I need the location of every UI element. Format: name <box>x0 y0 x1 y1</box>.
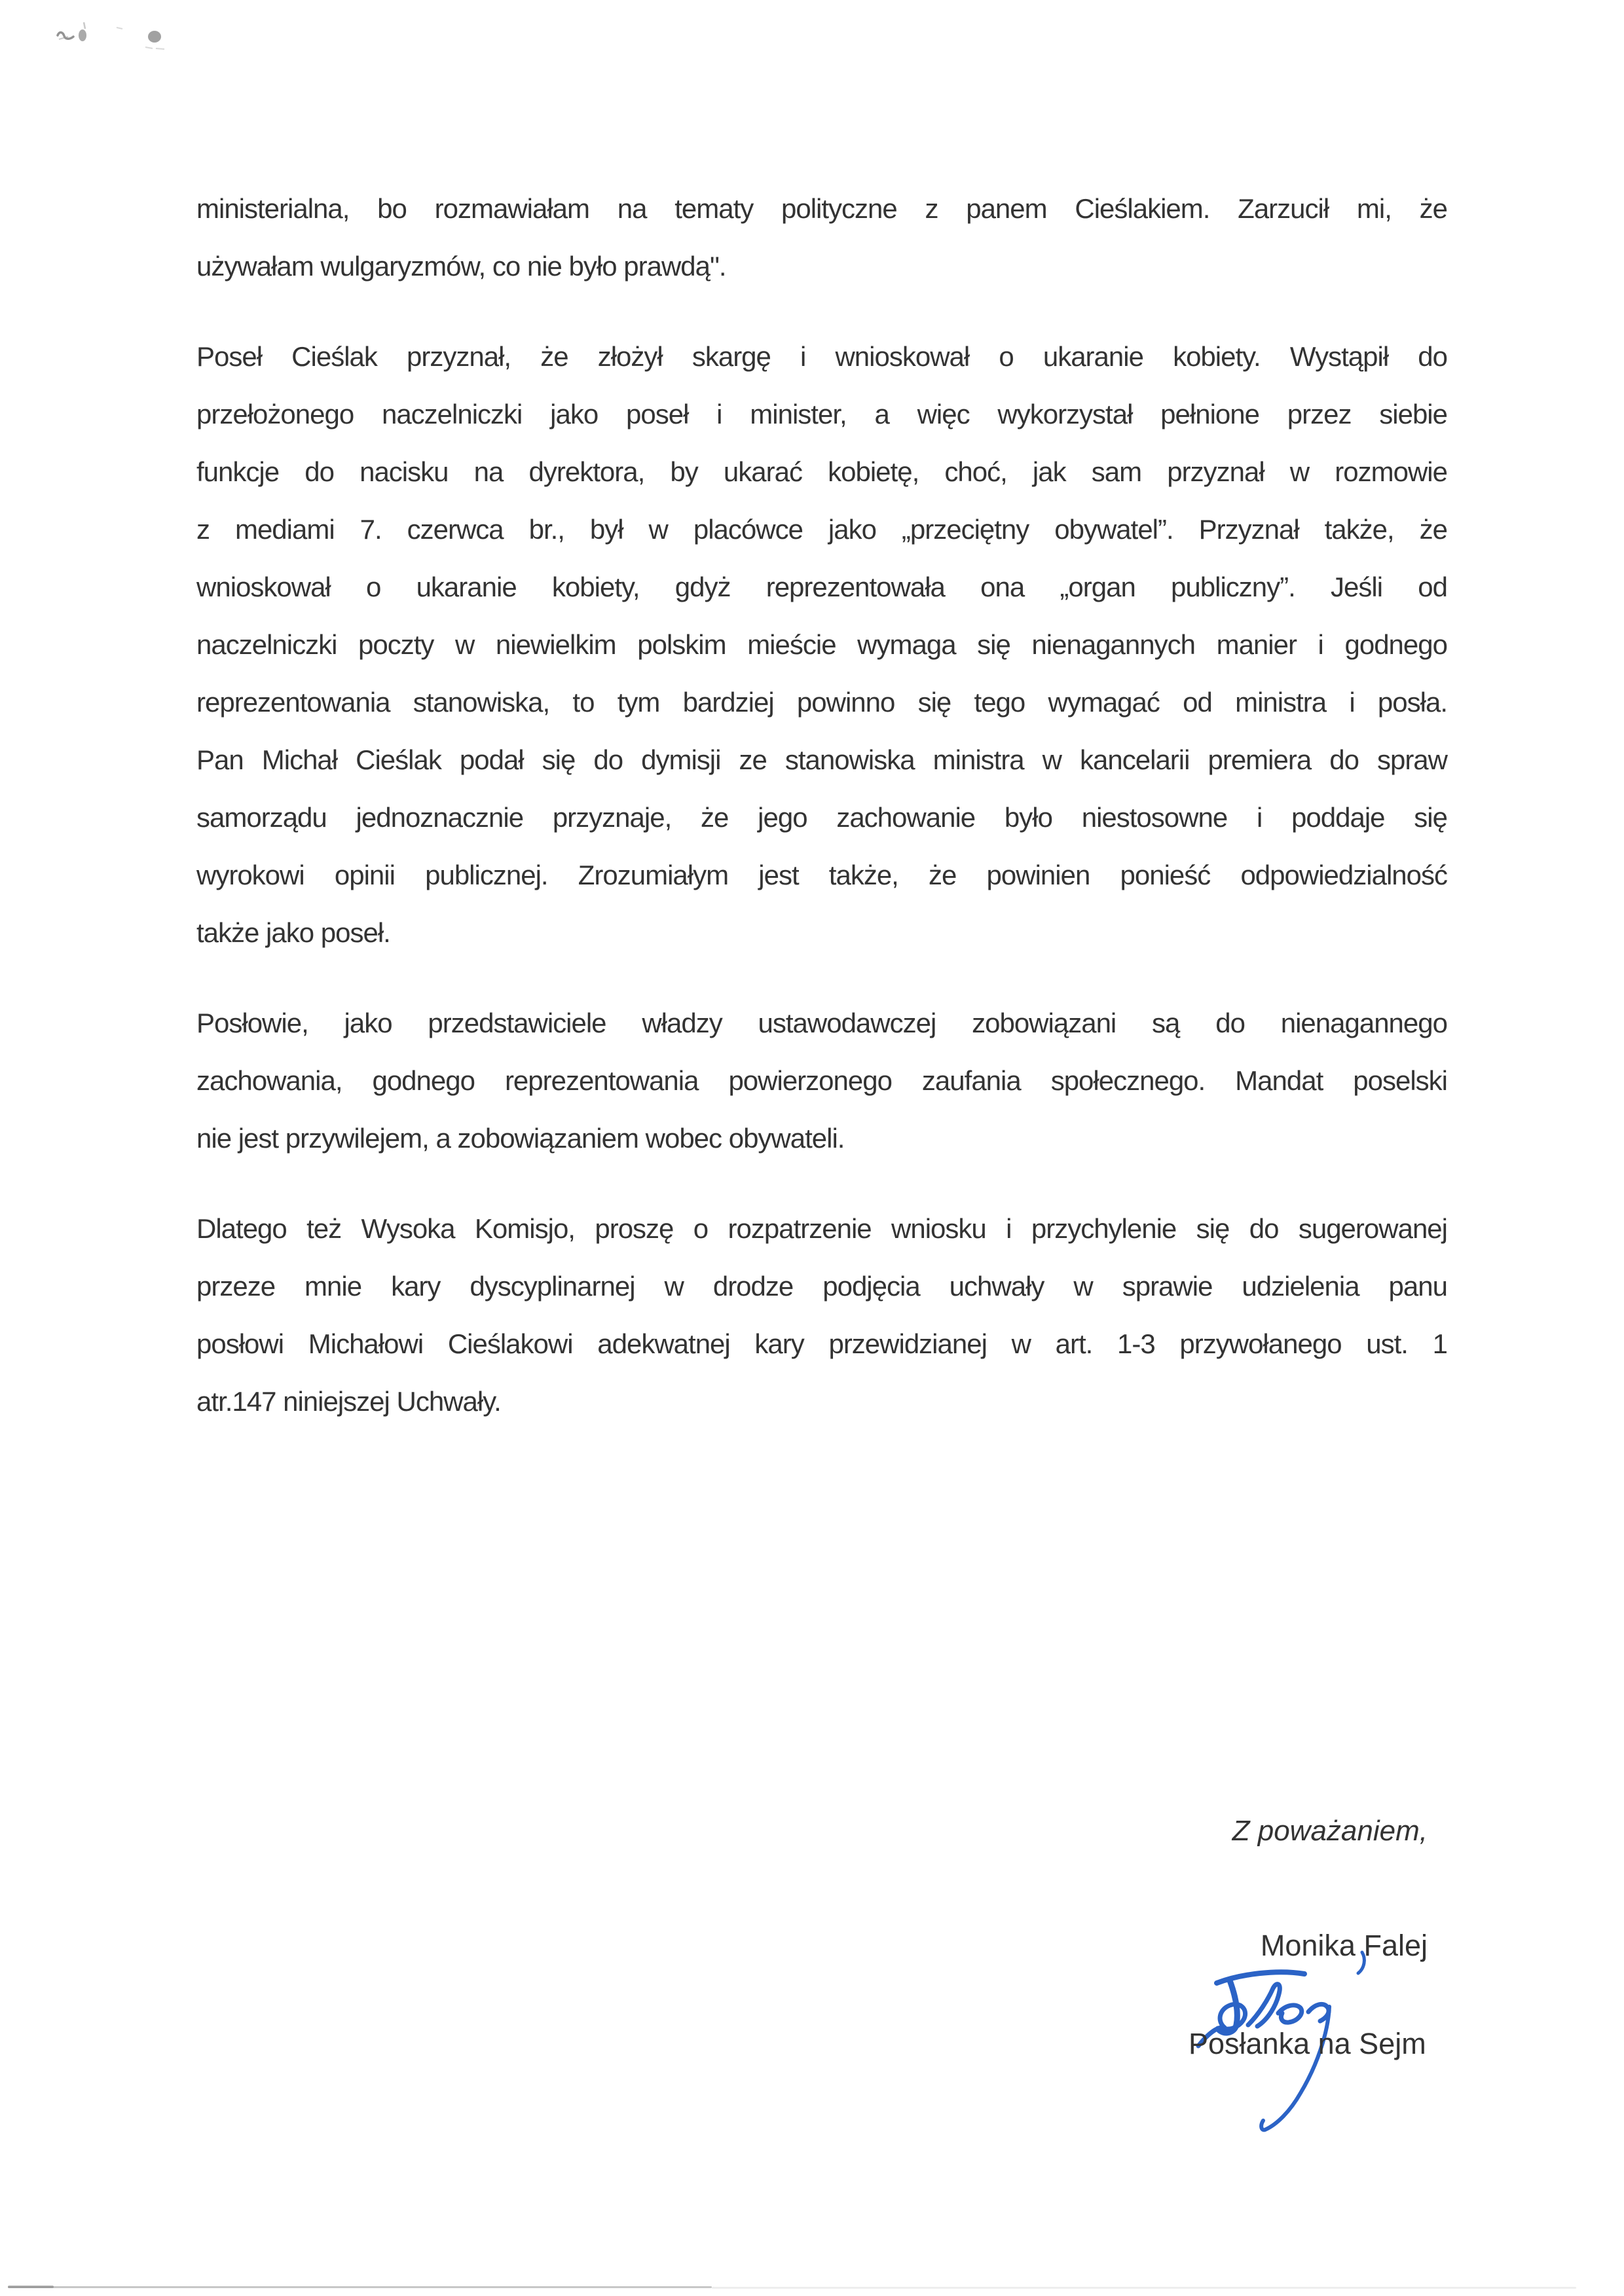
text-line: przeze mnie kary dyscyplinarnej w drodze podjęcia uchwały w sprawie udzielenia panu <box>196 1271 1447 1302</box>
paragraph <box>196 328 1447 962</box>
closing-salutation: Z poważaniem, <box>1232 1815 1428 1847</box>
text-line: Pan Michał Cieślak podał się do dymisji ze stanowiska ministra w kancelarii premiera do spraw <box>196 744 1447 775</box>
text-line: przełożonego naczelniczki jako poseł i minister, a więc wykorzystał pełnione przez siebie <box>196 399 1447 429</box>
text-line: nie jest przywilejem, a zobowiązaniem wobec obywateli. <box>196 1123 845 1154</box>
paragraph <box>196 1200 1447 1430</box>
letter-body <box>196 180 1447 1463</box>
paragraph <box>196 180 1447 295</box>
text-line: Posłowie, jako przedstawiciele władzy ustawodawczej zobowiązani są do nienagannego <box>196 1008 1447 1038</box>
text-line: Dlatego też Wysoka Komisjo, proszę o rozpatrzenie wniosku i przychylenie się do sugerowanej <box>196 1213 1447 1244</box>
text-line: reprezentowania stanowiska, to tym bardziej powinno się tego wymagać od ministra i posła. <box>196 687 1447 718</box>
text-line: naczelniczki poczty w niewielkim polskim mieście wymaga się nienagannych manier i godnego <box>196 629 1447 660</box>
text-line: posłowi Michałowi Cieślakowi adekwatnej kary przewidzianej w art. 1-3 przywołanego ust. 1 <box>196 1328 1447 1359</box>
text-line: używałam wulgaryzmów, co nie było prawdą". <box>196 251 726 282</box>
text-line: wnioskował o ukaranie kobiety, gdyż reprezentowała ona „organ publiczny”. Jeśli od <box>196 572 1447 602</box>
text-line: samorządu jednoznacznie przyznaje, że jego zachowanie było niestosowne i poddaje się <box>196 802 1447 833</box>
signer-name: Monika Falej <box>1260 1929 1428 1962</box>
paragraph <box>196 994 1447 1167</box>
text-line: funkcje do nacisku na dyrektora, by ukarać kobietę, choć, jak sam przyznał w rozmowie <box>196 456 1447 487</box>
text-line: zachowania, godnego reprezentowania powierzonego zaufania społecznego. Mandat poselski <box>196 1065 1447 1096</box>
scan-artifact-bottom-edge-dark <box>8 2286 54 2288</box>
text-line: atr.147 niniejszej Uchwały. <box>196 1386 501 1417</box>
text-line: także jako poseł. <box>196 917 390 948</box>
text-line: Poseł Cieślak przyznał, że złożył skargę i wnioskował o ukaranie kobiety. Wystąpił do <box>196 341 1447 372</box>
text-line: ministerialna, bo rozmawiałam na tematy polityczne z panem Cieślakiem. Zarzucił mi, że <box>196 193 1447 224</box>
text-line: wyrokowi opinii publicznej. Zrozumiałym jest także, że powinien ponieść odpowiedzialność <box>196 860 1447 890</box>
signer-title: Posłanka na Sejm <box>1189 2027 1426 2060</box>
scan-artifact-bottom-edge-faint <box>712 2287 1576 2289</box>
scan-artifact-bottom-edge <box>8 2286 712 2288</box>
text-line: z mediami 7. czerwca br., był w placówce jako „przeciętny obywatel”. Przyznał także, że <box>196 514 1447 545</box>
scan-smudges <box>33 13 190 59</box>
